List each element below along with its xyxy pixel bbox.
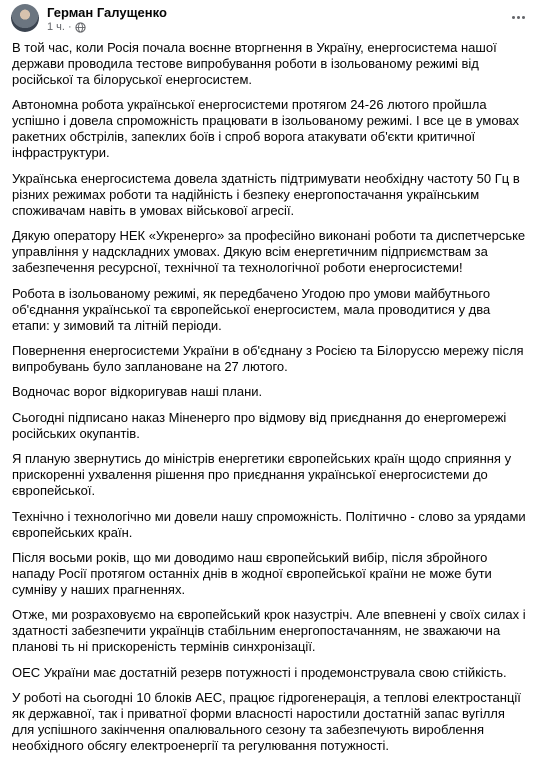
author-name[interactable]: Герман Галущенко	[47, 5, 167, 20]
post-paragraph: Повернення енергосистеми України в об'єднану з Росією та Білоруссю мережу після випробувань було заплановане на 27 лютого.	[12, 342, 524, 374]
post-paragraph: Дякую оператору НЕК «Укренерго» за професійно виконані роботи та диспетчерське управління у надскладних умовах. Дякую всім енергетичним підприємствам за забезпечення ресурсної, технічної та технологічної роботи енергосистеми!	[12, 228, 526, 276]
globe-icon[interactable]	[75, 22, 86, 33]
post-header	[0, 0, 537, 38]
post-time[interactable]: 1 ч.	[47, 21, 65, 33]
post-paragraph: Українська енергосистема довела здатність підтримувати необхідну частоту 50 Гц в різних режимах роботи та надійність і безпеку енергопостачання українським споживачам навіть в умовах військової агресії.	[12, 170, 520, 218]
post-paragraph: ОЕС України має достатній резерв потужності і продемонструвала свою стійкість.	[12, 664, 507, 680]
avatar[interactable]	[11, 4, 39, 32]
post-paragraph: Отже, ми розраховуємо на європейський крок назустріч. Але впевнені у своїх силах і здатності забезпечити українців стабільним енергопостачанням, не зважаючи на планові ть ні прискореність термінів синхронізації.	[12, 607, 526, 655]
post-paragraph: У роботі на сьогодні 10 блоків АЕС, працює гідрогенерація, а теплові електростанції як державної, так і приватної форми власності наростили достатній запас вугілля для успішного закінчення опалювального сезону та забезпечують вироблення необхідного обсягу електроенергії та регулювання потужності.	[12, 690, 521, 754]
post-paragraph: Технічно і технологічно ми довели нашу спроможність. Політично - слово за урядами європейських країн.	[12, 508, 526, 540]
meta-separator: ·	[67, 21, 72, 33]
post-paragraph: Сьогодні підписано наказ Міненерго про відмову від приєднання до енергомережі російських окупантів.	[12, 409, 507, 441]
post-paragraph: Я планую звернутись до міністрів енергетики європейських країн щодо сприяння у прискоренні ухвалення рішення про приєднання української енергосистеми до європейської.	[12, 451, 512, 499]
post-content	[12, 40, 530, 763]
post-paragraph: Водночас ворог відкоригував наші плани.	[12, 384, 263, 400]
post-meta	[47, 21, 86, 33]
post-paragraph: Автономна робота української енергосистеми протягом 24-26 лютого пройшла успішно і довела спроможність працювати в ізольованому режимі. І все це в умовах ракетних обстрілів, запеклих боїв і спроб ворога атакувати об'єкти критичної інфраструктури.	[12, 97, 520, 161]
post-paragraph: В той час, коли Росія почала воєнне вторгнення в Україну, енергосистема нашої держави проводила тестове випробування роботи в ізольованому режимі від російської та білоруської енергосистем.	[12, 40, 497, 87]
post-paragraph: Робота в ізольованому режимі, як передбачено Угодою про умови майбутнього об'єднання української та європейської енергосистем, мала проводитися у два етапи: у зимовий та літній періоди.	[12, 285, 491, 333]
more-options-icon[interactable]	[508, 9, 528, 25]
post-paragraph: Після восьми років, що ми доводимо наш європейський вибір, після збройного нападу Росії протягом останніх днів в жодної європейської країни не може бути сумніву у наших прагненнях.	[12, 549, 492, 597]
